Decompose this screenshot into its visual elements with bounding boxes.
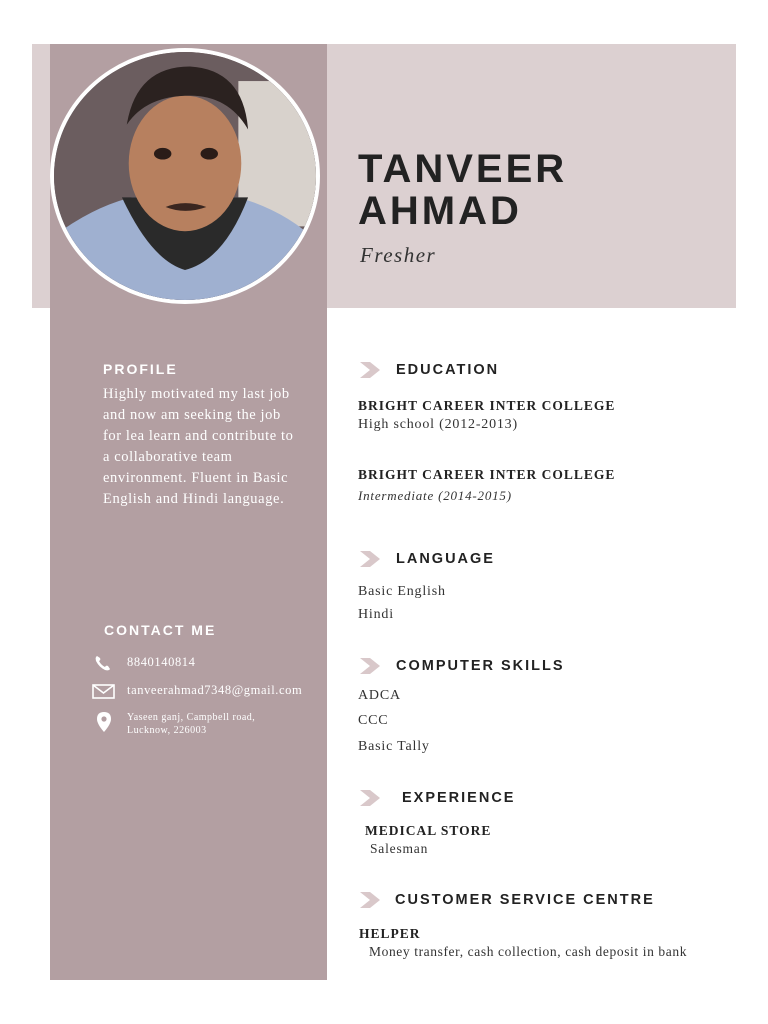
- phone-number: 8840140814: [127, 655, 196, 669]
- customer-service-role: Money transfer, cash collection, cash deposit in bank: [369, 944, 688, 959]
- address-line-2: Lucknow, 226003: [127, 725, 207, 736]
- customer-service-heading-label: CUSTOMER SERVICE CENTRE: [395, 892, 655, 908]
- language-item: Basic English: [358, 584, 446, 599]
- education-heading: [358, 361, 499, 379]
- chevron-right-icon: [358, 550, 382, 568]
- customer-service-title: HELPER: [359, 926, 421, 941]
- contact-address-row: [92, 711, 255, 737]
- contact-heading: CONTACT ME: [104, 622, 217, 638]
- chevron-right-icon: [358, 361, 382, 379]
- skill-item: CCC: [358, 713, 389, 728]
- computer-skills-heading-label: COMPUTER SKILLS: [396, 658, 565, 674]
- chevron-right-icon: [358, 789, 382, 807]
- experience-heading: [358, 789, 515, 807]
- chevron-right-icon: [358, 891, 382, 909]
- education-1-institution: BRIGHT CAREER INTER COLLEGE: [358, 398, 616, 413]
- education-2-detail: Intermediate (2014-2015): [358, 488, 512, 503]
- language-item: Hindi: [358, 607, 394, 622]
- education-1-detail: High school (2012-2013): [358, 417, 518, 432]
- customer-service-heading: [358, 891, 655, 909]
- profile-text: Highly motivated my last job and now am seeking the job for lea learn and contribute to a collaborative team environment. Fluent in Basic English and Hindi language.: [103, 386, 294, 507]
- experience-role: Salesman: [370, 841, 429, 856]
- phone-icon: [92, 654, 116, 672]
- experience-title: MEDICAL STORE: [365, 823, 492, 838]
- profile-heading: PROFILE: [103, 361, 178, 377]
- skill-item: ADCA: [358, 688, 401, 703]
- skill-item: Basic Tally: [358, 739, 430, 754]
- chevron-right-icon: [358, 657, 382, 675]
- address: [127, 711, 255, 737]
- language-heading: [358, 550, 495, 568]
- computer-skills-heading: [358, 657, 565, 675]
- contact-email-row: [92, 682, 302, 700]
- language-heading-label: LANGUAGE: [396, 551, 495, 567]
- profile-photo: [50, 48, 320, 304]
- experience-heading-label: EXPERIENCE: [402, 790, 516, 806]
- candidate-name: [358, 148, 567, 232]
- candidate-role: Fresher: [360, 243, 437, 267]
- address-line-1: Yaseen ganj, Campbell road,: [127, 712, 256, 723]
- envelope-icon: [92, 682, 116, 700]
- email-address: tanveerahmad7348@gmail.com: [127, 683, 303, 697]
- map-pin-icon: [92, 711, 116, 733]
- education-heading-label: EDUCATION: [396, 362, 500, 378]
- last-name: AHMAD: [358, 189, 522, 233]
- first-name: TANVEER: [358, 147, 568, 191]
- education-2-institution: BRIGHT CAREER INTER COLLEGE: [358, 467, 616, 482]
- contact-phone-row: [92, 654, 196, 672]
